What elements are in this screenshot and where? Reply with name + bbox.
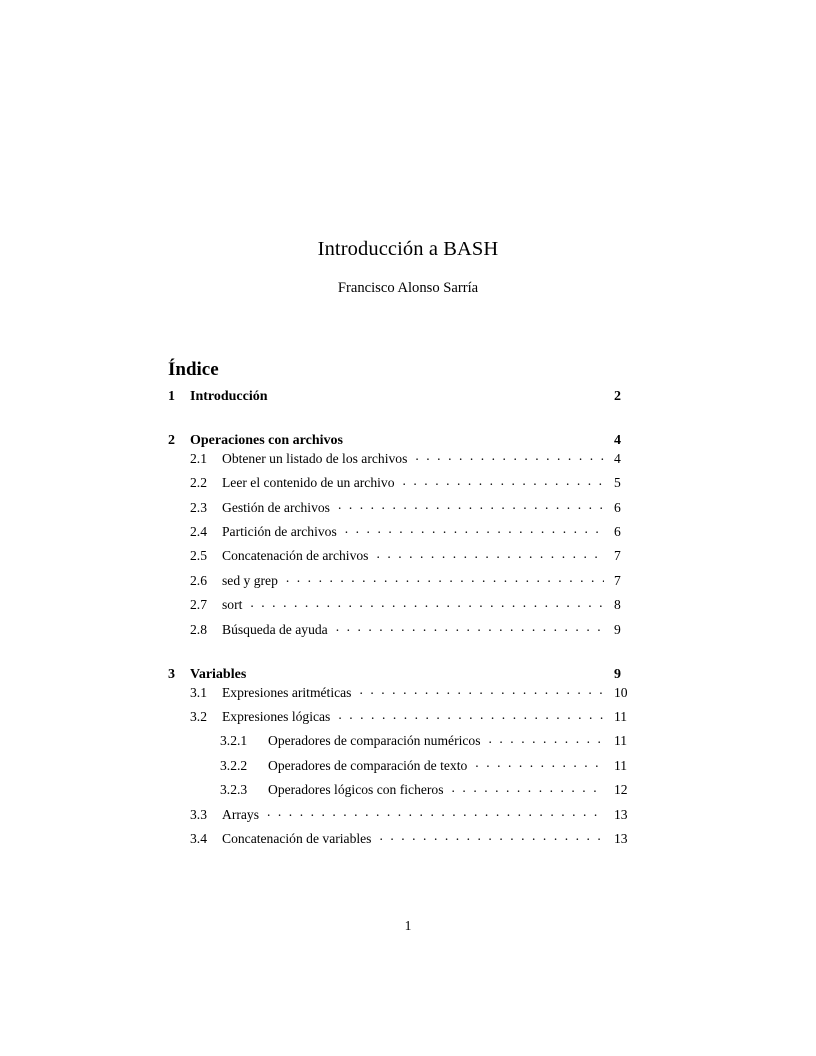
toc-entry-1[interactable] (168, 386, 648, 410)
toc-entry-number: 1 (168, 389, 175, 404)
toc-entry-page-number: 13 (614, 831, 628, 847)
toc-entry-number: 3.4 (190, 831, 207, 847)
toc-entry-number: 3.2.2 (220, 757, 248, 773)
toc-dot-leader (250, 596, 604, 610)
toc-entry-3-2[interactable] (168, 708, 648, 732)
toc-entry-label: Operaciones con archivos (190, 433, 343, 449)
toc-entry-page-number: 8 (614, 597, 621, 613)
toc-entry-label: sed y grep (222, 572, 278, 588)
toc-entry-page-number: 6 (614, 523, 621, 539)
toc-entry-2-3[interactable] (168, 498, 648, 522)
toc-entry-3-3[interactable] (168, 805, 648, 829)
toc-entry-page-number: 6 (614, 499, 621, 515)
toc-entry-page-number: 13 (614, 806, 628, 822)
toc-entry-3-1[interactable] (168, 683, 648, 707)
toc-dot-leader (336, 620, 604, 634)
toc-entry-number: 3.2 (190, 709, 207, 725)
toc-entry-2-1[interactable] (168, 449, 648, 473)
toc-dot-leader (345, 522, 604, 536)
table-of-contents (168, 386, 648, 854)
toc-dot-leader (351, 435, 604, 449)
toc-entry-page-number: 12 (614, 782, 628, 798)
toc-entry-label: Concatenación de variables (222, 831, 372, 847)
toc-dot-leader (359, 683, 604, 697)
page-number-footer: 1 (404, 918, 412, 933)
toc-entry-2-4[interactable] (168, 522, 648, 546)
toc-entry-page-number: 4 (614, 433, 621, 449)
toc-entry-label: Operadores de comparación numéricos (268, 733, 481, 749)
toc-entry-label: Leer el contenido de un archivo (222, 475, 395, 491)
toc-entry-3-4[interactable] (168, 829, 648, 853)
toc-dot-leader (403, 474, 605, 488)
toc-entry-label: Gestión de archivos (222, 499, 330, 515)
toc-entry-3-2-3[interactable] (168, 781, 648, 805)
toc-entry-label: Búsqueda de ayuda (222, 621, 328, 637)
toc-entry-page-number: 7 (614, 548, 621, 564)
toc-entry-label: Expresiones lógicas (222, 709, 331, 725)
toc-dot-leader (286, 571, 604, 585)
toc-dot-leader (489, 732, 604, 746)
toc-entry-label: sort (222, 597, 243, 613)
toc-entry-number: 3 (168, 667, 175, 683)
toc-entry-2-6[interactable] (168, 571, 648, 595)
toc-entry-2-7[interactable] (168, 596, 648, 620)
toc-entry-number: 2.2 (190, 475, 207, 491)
document-author: Francisco Alonso Sarría (337, 280, 479, 296)
toc-entry-page-number: 11 (614, 733, 628, 749)
toc-dot-leader (475, 756, 604, 770)
toc-entry-label: Expresiones aritméticas (222, 684, 352, 700)
toc-dot-leader (338, 708, 604, 722)
toc-dot-leader (338, 498, 604, 512)
toc-entry-page-number: 4 (614, 450, 621, 466)
toc-entry-number: 2.3 (190, 499, 207, 515)
toc-entry-label: Introducción (190, 389, 268, 404)
toc-entry-page-number: 9 (614, 667, 621, 683)
toc-entry-number: 3.1 (190, 684, 207, 700)
toc-entry-2-2[interactable] (168, 474, 648, 498)
toc-entry-number: 3.2.1 (220, 733, 248, 749)
toc-entry-page-number: 7 (614, 572, 621, 588)
toc-entry-page-number: 11 (614, 709, 628, 725)
toc-dot-leader (276, 386, 604, 400)
toc-entry-page-number: 5 (614, 475, 621, 491)
toc-entry-number: 3.3 (190, 806, 207, 822)
toc-entry-number: 2.1 (190, 450, 207, 466)
toc-dot-leader (452, 781, 604, 795)
toc-entry-label: Concatenación de archivos (222, 548, 369, 564)
toc-entry-page-number: 2 (614, 389, 621, 404)
toc-dot-leader (415, 449, 604, 463)
toc-dot-leader (254, 669, 604, 683)
toc-entry-3[interactable] (168, 644, 648, 683)
document-title: Introducción a BASH (317, 237, 499, 260)
toc-entry-2[interactable] (168, 410, 648, 449)
toc-entry-page-number: 9 (614, 621, 621, 637)
toc-entry-number: 3.2.3 (220, 782, 248, 798)
toc-entry-number: 2 (168, 433, 175, 449)
toc-dot-leader (379, 829, 604, 843)
toc-entry-number: 2.8 (190, 621, 207, 637)
toc-entry-label: Arrays (222, 806, 259, 822)
toc-entry-label: Operadores de comparación de texto (268, 757, 468, 773)
toc-entry-label: Variables (190, 667, 247, 683)
table-of-contents-heading: Índice (168, 358, 219, 380)
toc-entry-2-8[interactable] (168, 620, 648, 644)
toc-entry-label: Operadores lógicos con ficheros (268, 782, 444, 798)
toc-entry-label: Partición de archivos (222, 523, 337, 539)
toc-entry-number: 2.6 (190, 572, 207, 588)
toc-entry-label: Obtener un listado de los archivos (222, 450, 408, 466)
toc-dot-leader (267, 805, 604, 819)
toc-entry-number: 2.5 (190, 548, 207, 564)
toc-entry-number: 2.7 (190, 597, 207, 613)
toc-entry-page-number: 10 (614, 684, 628, 700)
toc-entry-3-2-1[interactable] (168, 732, 648, 756)
toc-entry-page-number: 11 (614, 757, 628, 773)
toc-entry-3-2-2[interactable] (168, 756, 648, 780)
toc-dot-leader (376, 547, 604, 561)
toc-entry-2-5[interactable] (168, 547, 648, 571)
toc-entry-number: 2.4 (190, 523, 207, 539)
